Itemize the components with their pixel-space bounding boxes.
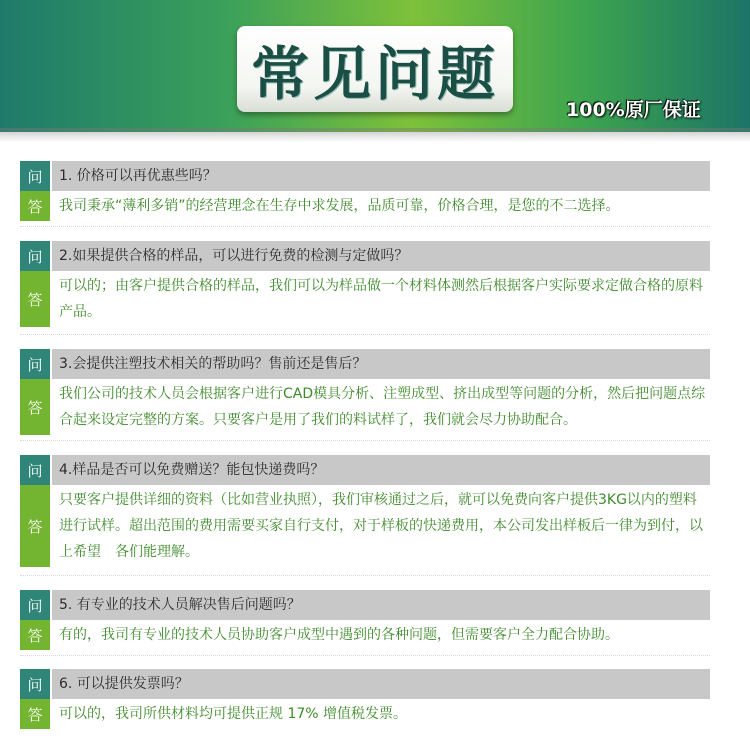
answer-text: 可以的；由客户提供合格的样品，我们可以为样品做一个材料体测然后根据客户实际要求定做合格的原料产品。 [59,278,703,320]
faq-item [20,669,710,729]
answer-text: 可以的，我司所供材料均可提供正规 17% 增值税发票。 [59,706,408,722]
question-text: 5. 有专业的技术人员解决售后问题吗？ [52,590,710,620]
question-badge: 问 [20,241,50,271]
question-badge: 问 [20,590,50,620]
answer-text: 有的，我司有专业的技术人员协助客户成型中遇到的各种问题，但需要客户全力配合协助。 [59,627,619,643]
divider [20,226,710,227]
question-row [20,241,710,271]
question-row [20,455,710,485]
answer-row [20,191,710,221]
question-text: 2.如果提供合格的样品，可以进行免费的检测与定做吗？ [52,241,710,271]
question-row [20,161,710,191]
question-badge: 问 [20,669,50,699]
answer-row [20,271,710,327]
question-row [20,349,710,379]
divider [20,655,710,656]
divider [20,334,710,335]
answer-row [20,620,710,650]
answer-row [20,485,710,567]
question-text: 3.会提供注塑技术相关的帮助吗？售前还是售后？ [52,349,710,379]
question-text: 6. 可以提供发票吗？ [52,669,710,699]
answer-text: 我司秉承“薄利多销”的经营理念在生存中求发展，品质可靠，价格合理，是您的不二选择。 [59,198,620,214]
question-badge: 问 [20,349,50,379]
answer-text: 只要客户提供详细的资料（比如营业执照），我们审核通过之后，就可以免费向客户提供3KG以内的塑料进行试样。超出范围的费用需要买家自行支付，对于样板的快递费用，本公司发出样板后一律为到付，以上希望 各们能理解。 [59,492,703,560]
guarantee-tagline: 100%原厂保证 [566,99,701,121]
question-text: 4.样品是否可以免费赠送？能包快递费吗？ [52,455,710,485]
faq-item [20,455,710,567]
answer-text: 我们公司的技术人员会根据客户进行CAD模具分析、注塑成型、挤出成型等问题的分析，然后把问题点综合起来设定完整的方案。只要客户是用了我们的料试样了，我们就会尽力协助配合。 [59,386,706,428]
question-row [20,669,710,699]
faq-item [20,349,710,435]
faq-item [20,161,710,221]
faq-item [20,590,710,650]
banner-shadow [0,128,750,142]
answer-badge: 答 [20,191,50,221]
answer-badge: 答 [20,379,50,435]
answer-badge: 答 [20,620,50,650]
faq-item [20,241,710,327]
question-badge: 问 [20,161,50,191]
answer-row [20,699,710,729]
divider [20,575,710,576]
title-plate [237,26,513,112]
question-text: 1. 价格可以再优惠些吗？ [52,161,710,191]
answer-badge: 答 [20,699,50,729]
answer-badge: 答 [20,485,50,567]
question-badge: 问 [20,455,50,485]
question-row [20,590,710,620]
answer-badge: 答 [20,271,50,327]
page-title: 常见问题 [250,40,499,108]
answer-row [20,379,710,435]
divider [20,440,710,441]
